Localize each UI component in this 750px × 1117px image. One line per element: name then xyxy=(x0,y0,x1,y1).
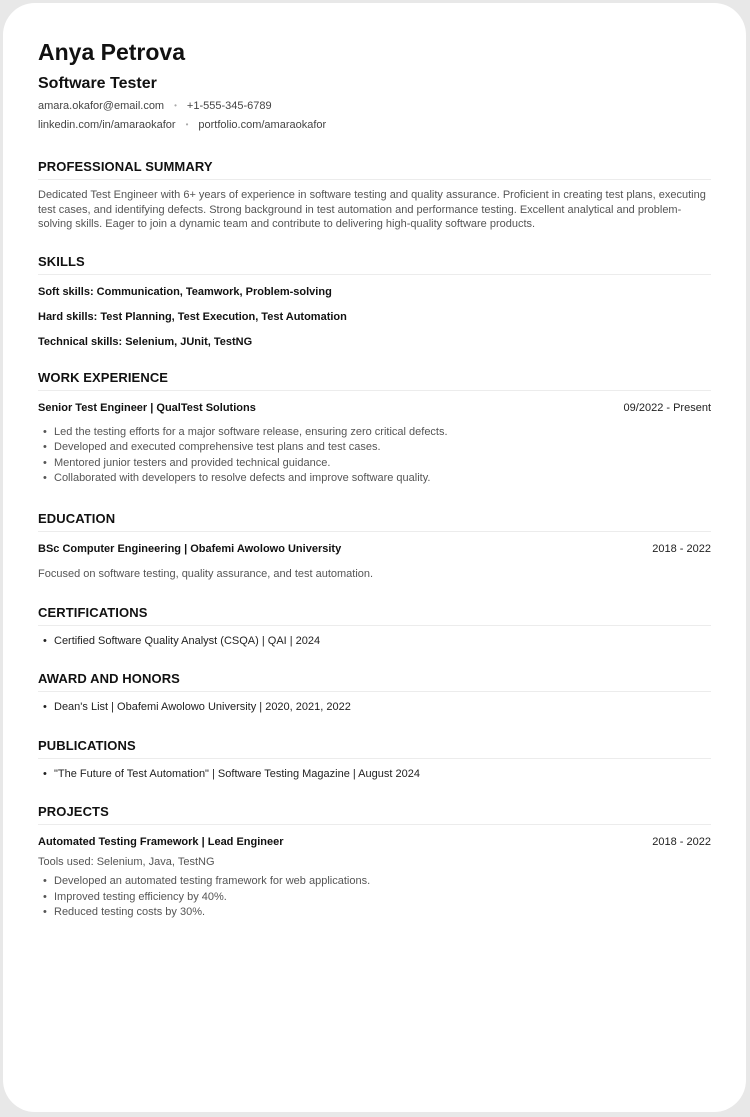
list-item: • Certified Software Quality Analyst (CSQA) | QAI | 2024 xyxy=(38,634,710,650)
list-item: • Dean's List | Obafemi Awolowo University | 2020, 2021, 2022 xyxy=(38,700,710,716)
summary-text: Dedicated Test Engineer with 6+ years of experience in software testing and quality assurance. Proficient in creating test plans, executing test cases, and identifying defects. Strong background in test automation and performance testing. Excellent analytical and problem-solving skills. Eager to join a dynamic team and contribute to delivering high-quality software products. xyxy=(38,189,706,230)
separator-dot: • xyxy=(174,101,177,110)
section-publications xyxy=(38,738,710,783)
section-heading: PROJECTS xyxy=(38,804,711,825)
candidate-name: Anya Petrova xyxy=(38,39,186,65)
resume-header xyxy=(38,39,710,132)
section-heading: SKILLS xyxy=(38,254,711,275)
resume-page xyxy=(3,3,746,1112)
section-heading: EDUCATION xyxy=(38,511,711,532)
separator-dot: • xyxy=(185,120,189,129)
section-projects xyxy=(38,804,710,921)
section-heading: PUBLICATIONS xyxy=(38,738,711,759)
job-entry xyxy=(38,401,710,487)
list-item: • "The Future of Test Automation" | Software Testing Magazine | August 2024 xyxy=(38,767,710,783)
list-item: • Reduced testing costs by 30%. xyxy=(38,905,710,921)
email-link[interactable]: amara.okafor@email.com xyxy=(38,100,165,112)
phone-link[interactable]: +1-555-345-6789 xyxy=(186,100,272,112)
job-header xyxy=(38,401,711,415)
award-list xyxy=(38,700,710,716)
section-certifications xyxy=(38,605,710,650)
section-heading: CERTIFICATIONS xyxy=(38,605,711,626)
section-heading: AWARD AND HONORS xyxy=(38,671,711,692)
education-header xyxy=(38,542,711,556)
job-role: Senior Test Engineer | QualTest Solutions xyxy=(38,401,256,414)
section-heading: PROFESSIONAL SUMMARY xyxy=(38,159,711,180)
certification-list xyxy=(38,634,710,650)
project-header xyxy=(38,835,711,849)
list-item: • Led the testing efforts for a major software release, ensuring zero critical defects. xyxy=(38,425,710,441)
job-bullets xyxy=(38,425,710,487)
education-description: Focused on software testing, quality assurance, and test automation. xyxy=(38,567,374,580)
section-professional-summary xyxy=(38,159,710,232)
portfolio-link[interactable]: portfolio.com/amaraokafor xyxy=(198,119,327,131)
list-item: • Collaborated with developers to resolve defects and improve software quality. xyxy=(38,471,710,487)
education-dates: 2018 - 2022 xyxy=(652,542,711,555)
technical-skills: Technical skills: Selenium, JUnit, TestNG xyxy=(38,335,253,348)
project-entry xyxy=(38,835,710,921)
contact-row-1 xyxy=(38,99,710,113)
candidate-title: Software Tester xyxy=(38,75,157,92)
project-name: Automated Testing Framework | Lead Engineer xyxy=(38,836,284,848)
project-tools: Tools used: Selenium, Java, TestNG xyxy=(38,856,215,868)
section-heading: WORK EXPERIENCE xyxy=(38,370,711,391)
job-dates: 09/2022 - Present xyxy=(623,401,711,414)
list-item: • Developed and executed comprehensive test plans and test cases. xyxy=(38,440,710,456)
list-item: • Improved testing efficiency by 40%. xyxy=(38,890,710,906)
section-awards-and-honors xyxy=(38,671,710,716)
section-skills xyxy=(38,254,710,349)
linkedin-link[interactable]: linkedin.com/in/amaraokafor xyxy=(38,119,176,131)
section-work-experience xyxy=(38,370,710,487)
section-education xyxy=(38,511,710,581)
degree: BSc Computer Engineering | Obafemi Awolowo University xyxy=(38,542,342,555)
list-item: • Mentored junior testers and provided technical guidance. xyxy=(38,456,710,472)
contact-row-2 xyxy=(38,118,710,132)
publication-list xyxy=(38,767,710,783)
soft-skills: Soft skills: Communication, Teamwork, Problem-solving xyxy=(38,285,332,298)
project-dates: 2018 - 2022 xyxy=(652,836,711,848)
hard-skills: Hard skills: Test Planning, Test Execution, Test Automation xyxy=(38,310,347,323)
project-bullets xyxy=(38,874,710,921)
education-entry xyxy=(38,542,710,581)
list-item: • Developed an automated testing framework for web applications. xyxy=(38,874,710,890)
